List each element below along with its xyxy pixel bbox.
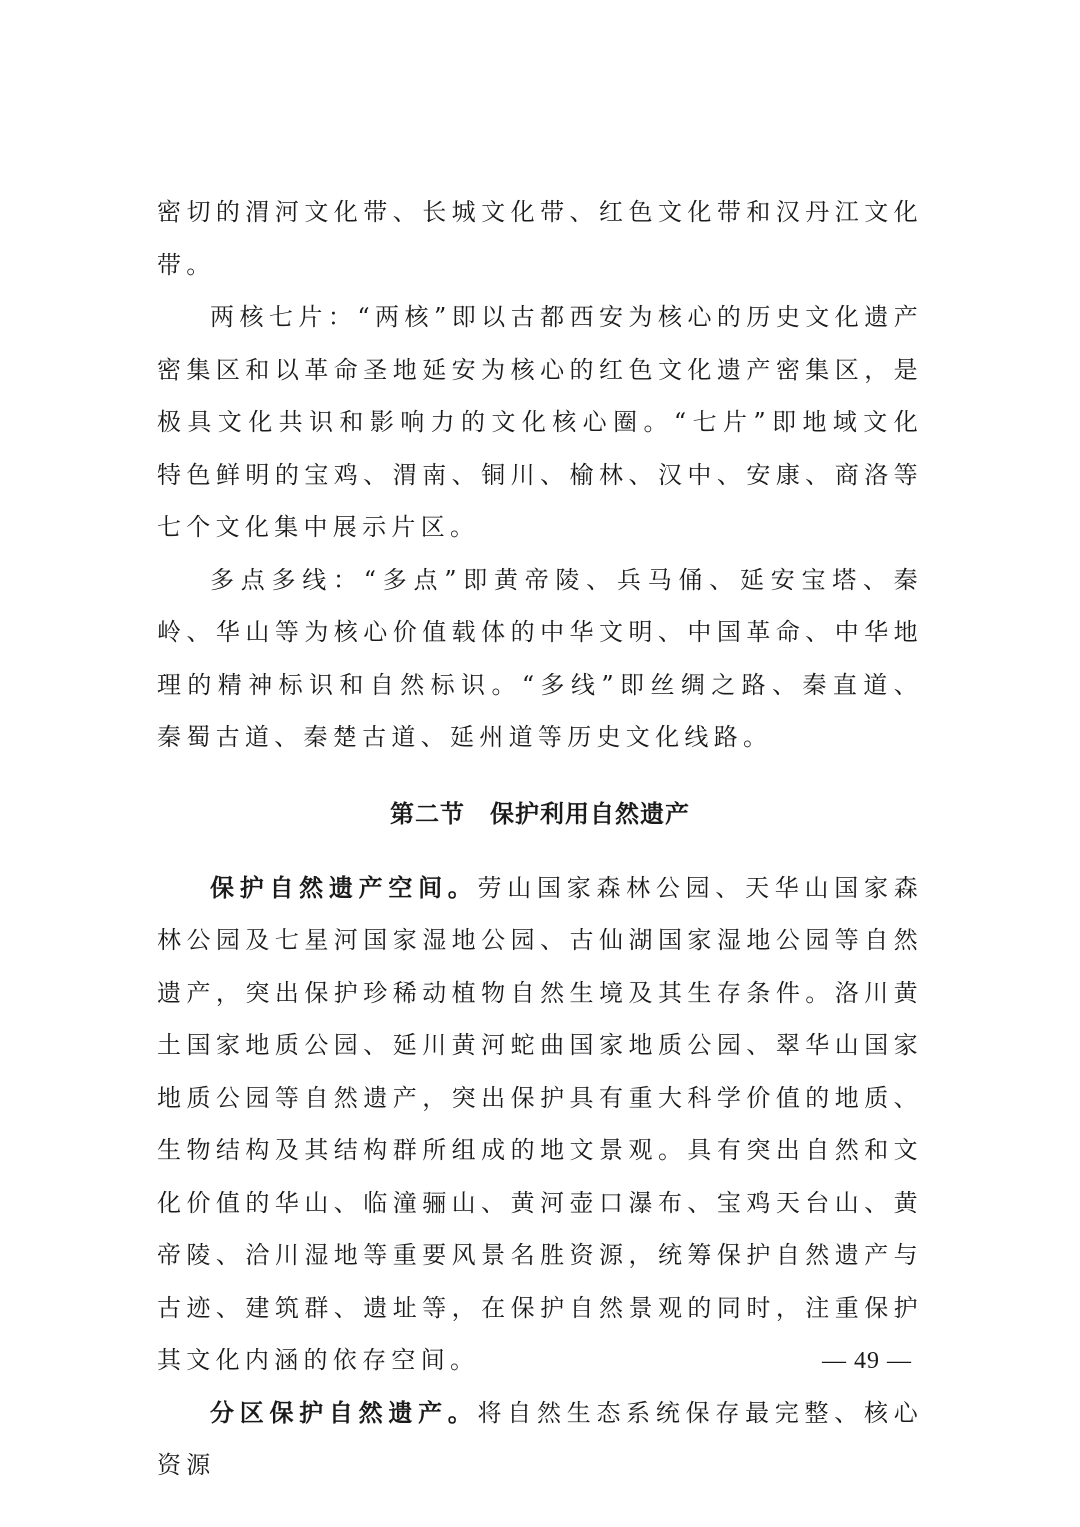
paragraph-text: 将自然生态系统保存最完整、核心资源: [157, 1398, 924, 1479]
paragraph: [157, 291, 923, 554]
paragraph-text: 两核七片：“两核”即以古都西安为核心的历史文化遗产密集区和以革命圣地延安为核心的红色文化遗产密集区，是极具文化共识和影响力的文化核心圈。“七片”即地域文化特色鲜明的宝鸡、渭南、铜川、榆林、汉中、安康、商洛等七个文化集中展示片区。: [157, 303, 923, 541]
top-paragraphs: [157, 186, 923, 764]
bottom-paragraphs: [157, 862, 923, 1492]
section-heading: 第二节 保护利用自然遗产: [390, 799, 690, 828]
paragraph-lead: 分区保护自然遗产。: [210, 1397, 478, 1427]
paragraph-text: 劳山国家森林公园、天华山国家森林公园及七星河国家湿地公园、古仙湖国家湿地公园等自然遗产，突出保护珍稀动植物自然生境及其生存条件。洛川黄土国家地质公园、延川黄河蛇曲国家地质公园、翠华山国家地质公园等自然遗产，突出保护具有重大科学价值的地质、生物结构及其结构群所组成的地文景观。具有突出自然和文化价值的华山、临潼骊山、黄河壶口瀑布、宝鸡天台山、黄帝陵、洽川湿地等重要风景名胜资源，统筹保护自然遗产与古迹、建筑群、遗址等，在保护自然景观的同时，注重保护其文化内涵的依存空间。: [157, 873, 924, 1374]
paragraph: [157, 862, 923, 1387]
paragraph: [157, 186, 923, 291]
paragraph-text: 密切的渭河文化带、长城文化带、红色文化带和汉丹江文化带。: [157, 198, 923, 279]
paragraph: [157, 554, 923, 764]
paragraph-lead: 保护自然遗产空间。: [210, 872, 478, 902]
paragraph: [157, 1387, 923, 1492]
page-number: — 49 —: [822, 1348, 912, 1374]
paragraph-text: 多点多线：“多点”即黄帝陵、兵马俑、延安宝塔、秦岭、华山等为核心价值载体的中华文明、中国革命、中华地理的精神标识和自然标识。“多线”即丝绸之路、秦直道、秦蜀古道、秦楚古道、延州道等历史文化线路。: [157, 565, 923, 751]
document-body: [157, 186, 923, 1492]
